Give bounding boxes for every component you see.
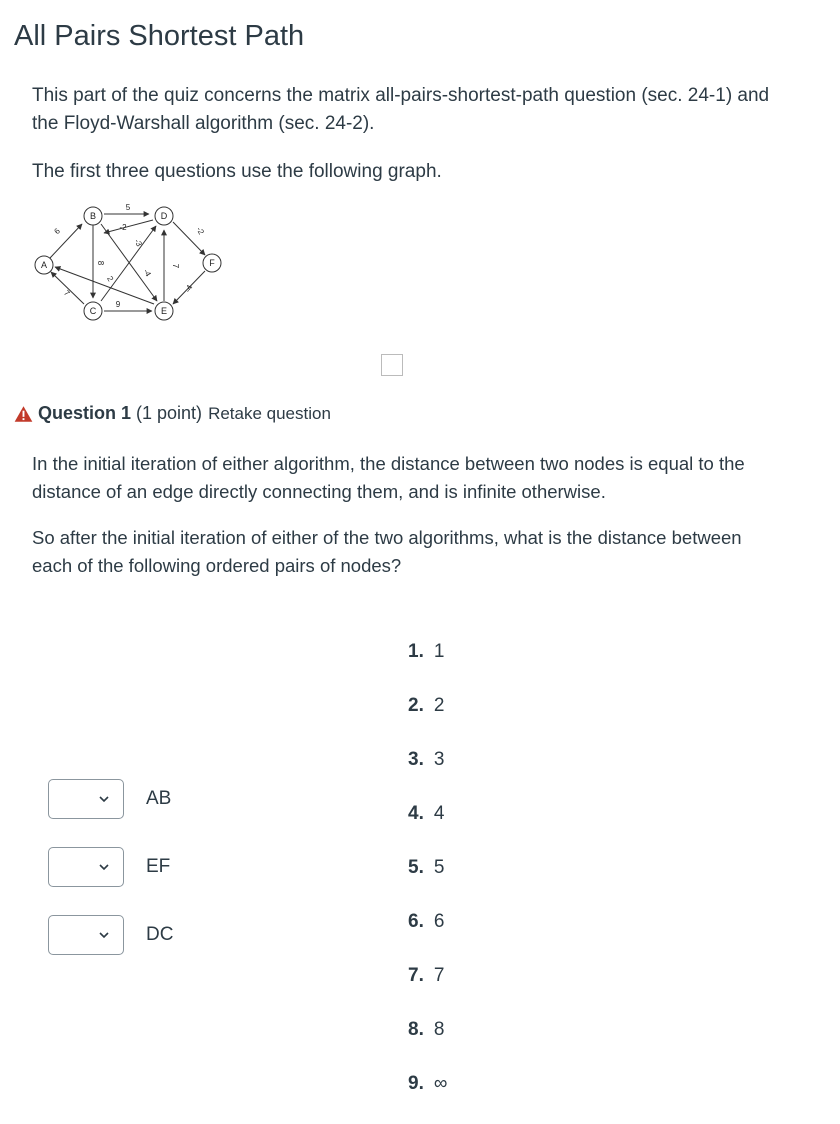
node-e-label: E [160,306,168,316]
answer-select-ab[interactable] [48,779,124,819]
edge-cd [101,226,156,301]
answer-option-number: 6. [408,911,424,932]
chevron-down-icon [98,929,110,941]
chevron-down-icon [98,793,110,805]
answer-option [408,800,447,854]
edge-ea [55,267,154,304]
weight-cb: 2 [105,274,116,283]
answer-option [408,962,447,1016]
answer-option-number: 1. [408,641,424,662]
answer-option-value: 8 [433,1019,445,1040]
weight-bc: 8 [96,260,105,266]
edge-db [104,220,153,233]
answer-option [408,1070,447,1124]
answer-option-value: 2 [433,695,445,716]
answer-select-ef[interactable] [48,847,124,887]
node-f-label: F [209,258,215,268]
answer-select-dc[interactable] [48,915,124,955]
weight-df: -2 [194,225,206,237]
question-header [14,403,331,424]
answer-option-value: 3 [433,749,445,770]
answer-option-value: 7 [433,965,445,986]
answer-options-list [408,638,447,1124]
answer-option-number: 4. [408,803,424,824]
answer-option-number: 5. [408,857,424,878]
question-title: Question 1 [38,403,132,423]
question-points: (1 point) [136,403,203,423]
answer-option-number: 7. [408,965,424,986]
match-label-dc: DC [146,924,174,945]
answer-option-value: 4 [433,803,445,824]
graph-diagram [28,200,238,328]
answer-option-value: 6 [433,911,445,932]
weight-ca: 7 [62,288,72,298]
weight-de: 7 [171,263,180,269]
node-d-label: D [160,211,168,221]
weight-bd: 5 [125,203,131,212]
match-row-dc [48,915,173,955]
question-paragraph-1: In the initial iteration of either algorithm, the distance between two nodes is equal to the distance of an edge directly connecting them, and is infinite otherwise. [32,453,745,502]
warning-icon [14,405,33,423]
node-b-label: B [89,211,97,221]
match-label-ef: EF [146,856,171,877]
broken-image-icon [381,354,403,376]
answer-option [408,1016,447,1070]
chevron-down-icon [98,861,110,873]
page-title: All Pairs Shortest Path [14,20,305,52]
match-row-ab [48,779,171,819]
weight-eb: -4 [141,267,153,279]
weight-dc: -3 [132,237,144,249]
answer-option [408,638,447,692]
answer-option-number: 2. [408,695,424,716]
intro-paragraph-1: This part of the quiz concerns the matrix all-pairs-shortest-path question (sec. 24-1) and the Floyd-Warshall algorithm (sec. 24-2). [32,85,770,134]
answer-option-number: 3. [408,749,424,770]
intro-paragraph-2: The first three questions use the following graph. [32,161,442,182]
weight-db: -2 [119,223,127,232]
answer-option [408,908,447,962]
answer-option-number: 9. [408,1073,424,1094]
answer-option-number: 8. [408,1019,424,1040]
match-label-ab: AB [146,788,172,809]
weight-ab: 6 [52,226,62,236]
question-paragraph-2: So after the initial iteration of either of the two algorithms, what is the distance between each of the following ordered pairs of nodes? [32,527,742,576]
weight-ce: 9 [115,300,121,309]
answer-option-value: 1 [433,641,445,662]
intro-section [32,82,772,186]
answer-option [408,692,447,746]
node-a-label: A [40,260,48,270]
answer-option [408,854,447,908]
weight-fe: -4 [183,283,195,295]
retake-question-link[interactable]: Retake question [208,403,331,423]
match-row-ef [48,847,170,887]
answer-option-value: 5 [433,857,445,878]
answer-option [408,746,447,800]
node-c-label: C [89,306,97,316]
answer-option-value: ∞ [433,1073,448,1094]
question-body [32,450,772,580]
